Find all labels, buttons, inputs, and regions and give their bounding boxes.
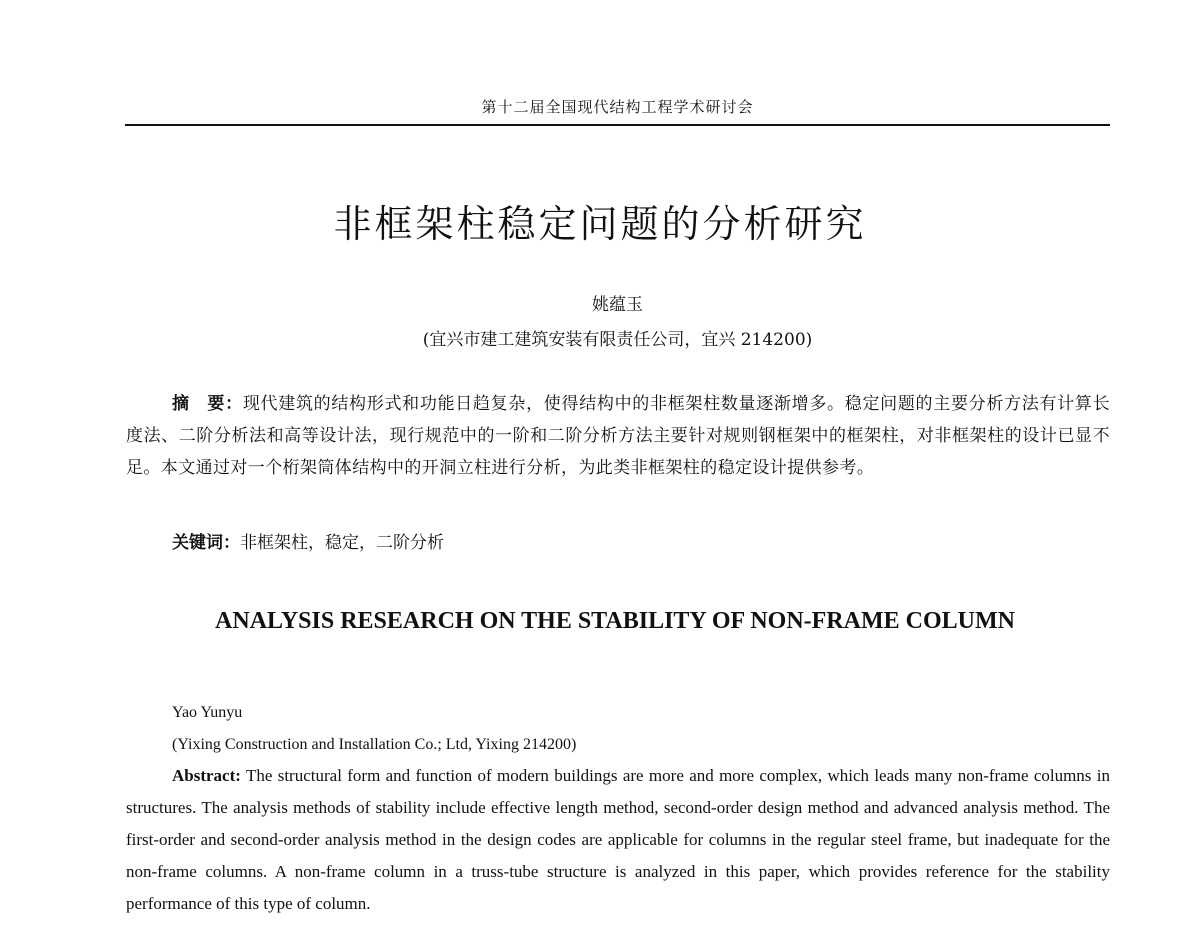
keywords-cn-text: 非框架柱，稳定，二阶分析 [240, 533, 444, 553]
keywords-cn [172, 528, 1112, 553]
abstract-en-text: The structural form and function of modern buildings are more and more complex, which leads many non-frame columns in structures. The analysis methods of stability include effective length method, second-order design method and advanced analysis method. The first-order and second-order analysis method in the design codes are applicable for columns in the regular steel frame, but inadequate for the non-frame columns. A non-frame column in a truss-tube structure is analyzed in this paper, which provides reference for the stability performance of this type of column. [126, 766, 1110, 913]
author-en: Yao Yunyu [172, 704, 243, 721]
affiliation-en: (Yixing Construction and Installation Co.; Ltd, Yixing 214200) [172, 736, 577, 753]
abstract-en [126, 760, 1110, 920]
keywords-cn-label: 关键词： [172, 533, 240, 553]
abstract-cn-text: 现代建筑的结构形式和功能日趋复杂，使得结构中的非框架柱数量逐渐增多。稳定问题的主要分析方法有计算长度法、二阶分析法和高等设计法，现行规范中的一阶和二阶分析方法主要针对规则钢框架中的框架柱，对非框架柱的设计已显不足。本文通过对一个桁架筒体结构中的开洞立柱进行分析，为此类非框架柱的稳定设计提供参考。 [126, 394, 1110, 478]
abstract-en-label: Abstract: [172, 766, 241, 785]
paper-title-en: ANALYSIS RESEARCH ON THE STABILITY OF NON-FRAME COLUMN [215, 608, 1015, 634]
abstract-cn-label: 摘 要： [172, 394, 243, 414]
affiliation-cn: (宜兴市建工建筑安装有限责任公司，宜兴 214200) [422, 330, 813, 350]
abstract-cn [126, 388, 1110, 484]
paper-title-cn: 非框架柱稳定问题的分析研究 [333, 202, 867, 246]
author-cn: 姚蕴玉 [592, 295, 643, 315]
conference-header: 第十二届全国现代结构工程学术研讨会 [125, 96, 1110, 126]
